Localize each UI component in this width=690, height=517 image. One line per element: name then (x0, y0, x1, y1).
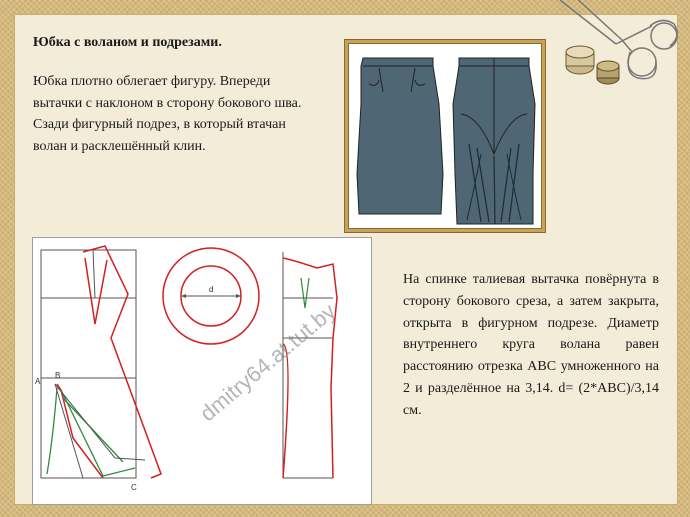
point-c-label: C (131, 483, 137, 492)
skirt-drawing (349, 44, 541, 228)
skirt-description: Юбка плотно облегает фигуру. Впереди вытачки с наклоном в сторону бокового шва. Сзади фигурный подрез, в который втачан волан и расклешённый клин. (33, 74, 302, 154)
skirt-illustration (348, 43, 542, 229)
scissors-and-thread-icon (546, 0, 690, 92)
back-pattern-green (301, 278, 309, 308)
pattern-explanation: На спинке талиевая вытачка повёрнута в сторону бокового среза, а затем закрыта, открыта в фигурном подрезе. Диаметр внутреннего круга волана равен расстоянию отрезка АВС умноженного на 2 и разделённое на 3,14. d= (2*АВС)/3,14 см. (403, 272, 659, 418)
front-pattern-lines (55, 384, 145, 478)
pattern-drawing (32, 237, 372, 505)
pattern-svg (33, 238, 371, 504)
point-b-label: B (55, 371, 61, 380)
point-a-label: A (35, 377, 41, 386)
back-pattern-red (283, 258, 337, 478)
volan-circles (163, 248, 259, 344)
front-skirt-view (357, 58, 443, 214)
circle-diameter-label: d (209, 285, 214, 294)
thread-spools (566, 46, 619, 84)
watermark: dmitry64.at.tut.by (195, 298, 341, 427)
page-title: Юбка с воланом и подрезами. (33, 35, 222, 50)
back-skirt-view (453, 58, 535, 224)
